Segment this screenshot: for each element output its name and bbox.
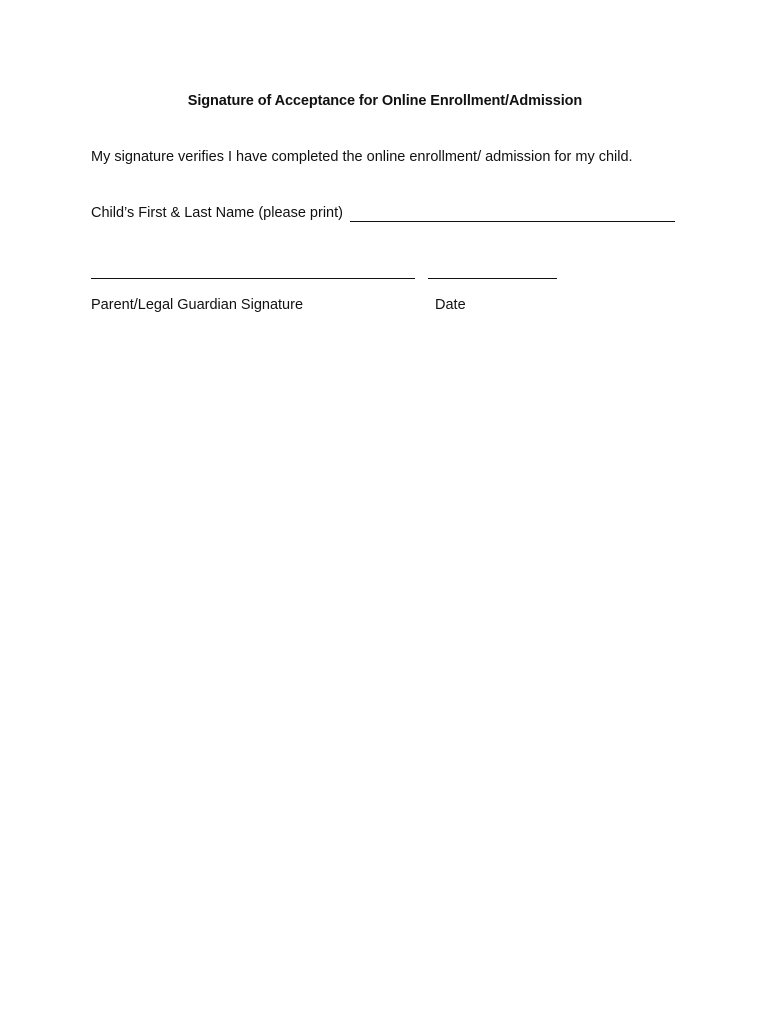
child-name-field[interactable] [350, 221, 675, 222]
date-field[interactable] [428, 278, 557, 279]
child-name-label: Child’s First & Last Name (please print) [91, 205, 343, 221]
signature-label: Parent/Legal Guardian Signature [91, 297, 304, 313]
verification-statement: My signature verifies I have completed the online enrollment/ admission for my child. [91, 149, 633, 165]
signature-field[interactable] [91, 278, 415, 279]
date-label: Date [435, 297, 466, 313]
document-title: Signature of Acceptance for Online Enrollment/Admission [187, 93, 583, 109]
